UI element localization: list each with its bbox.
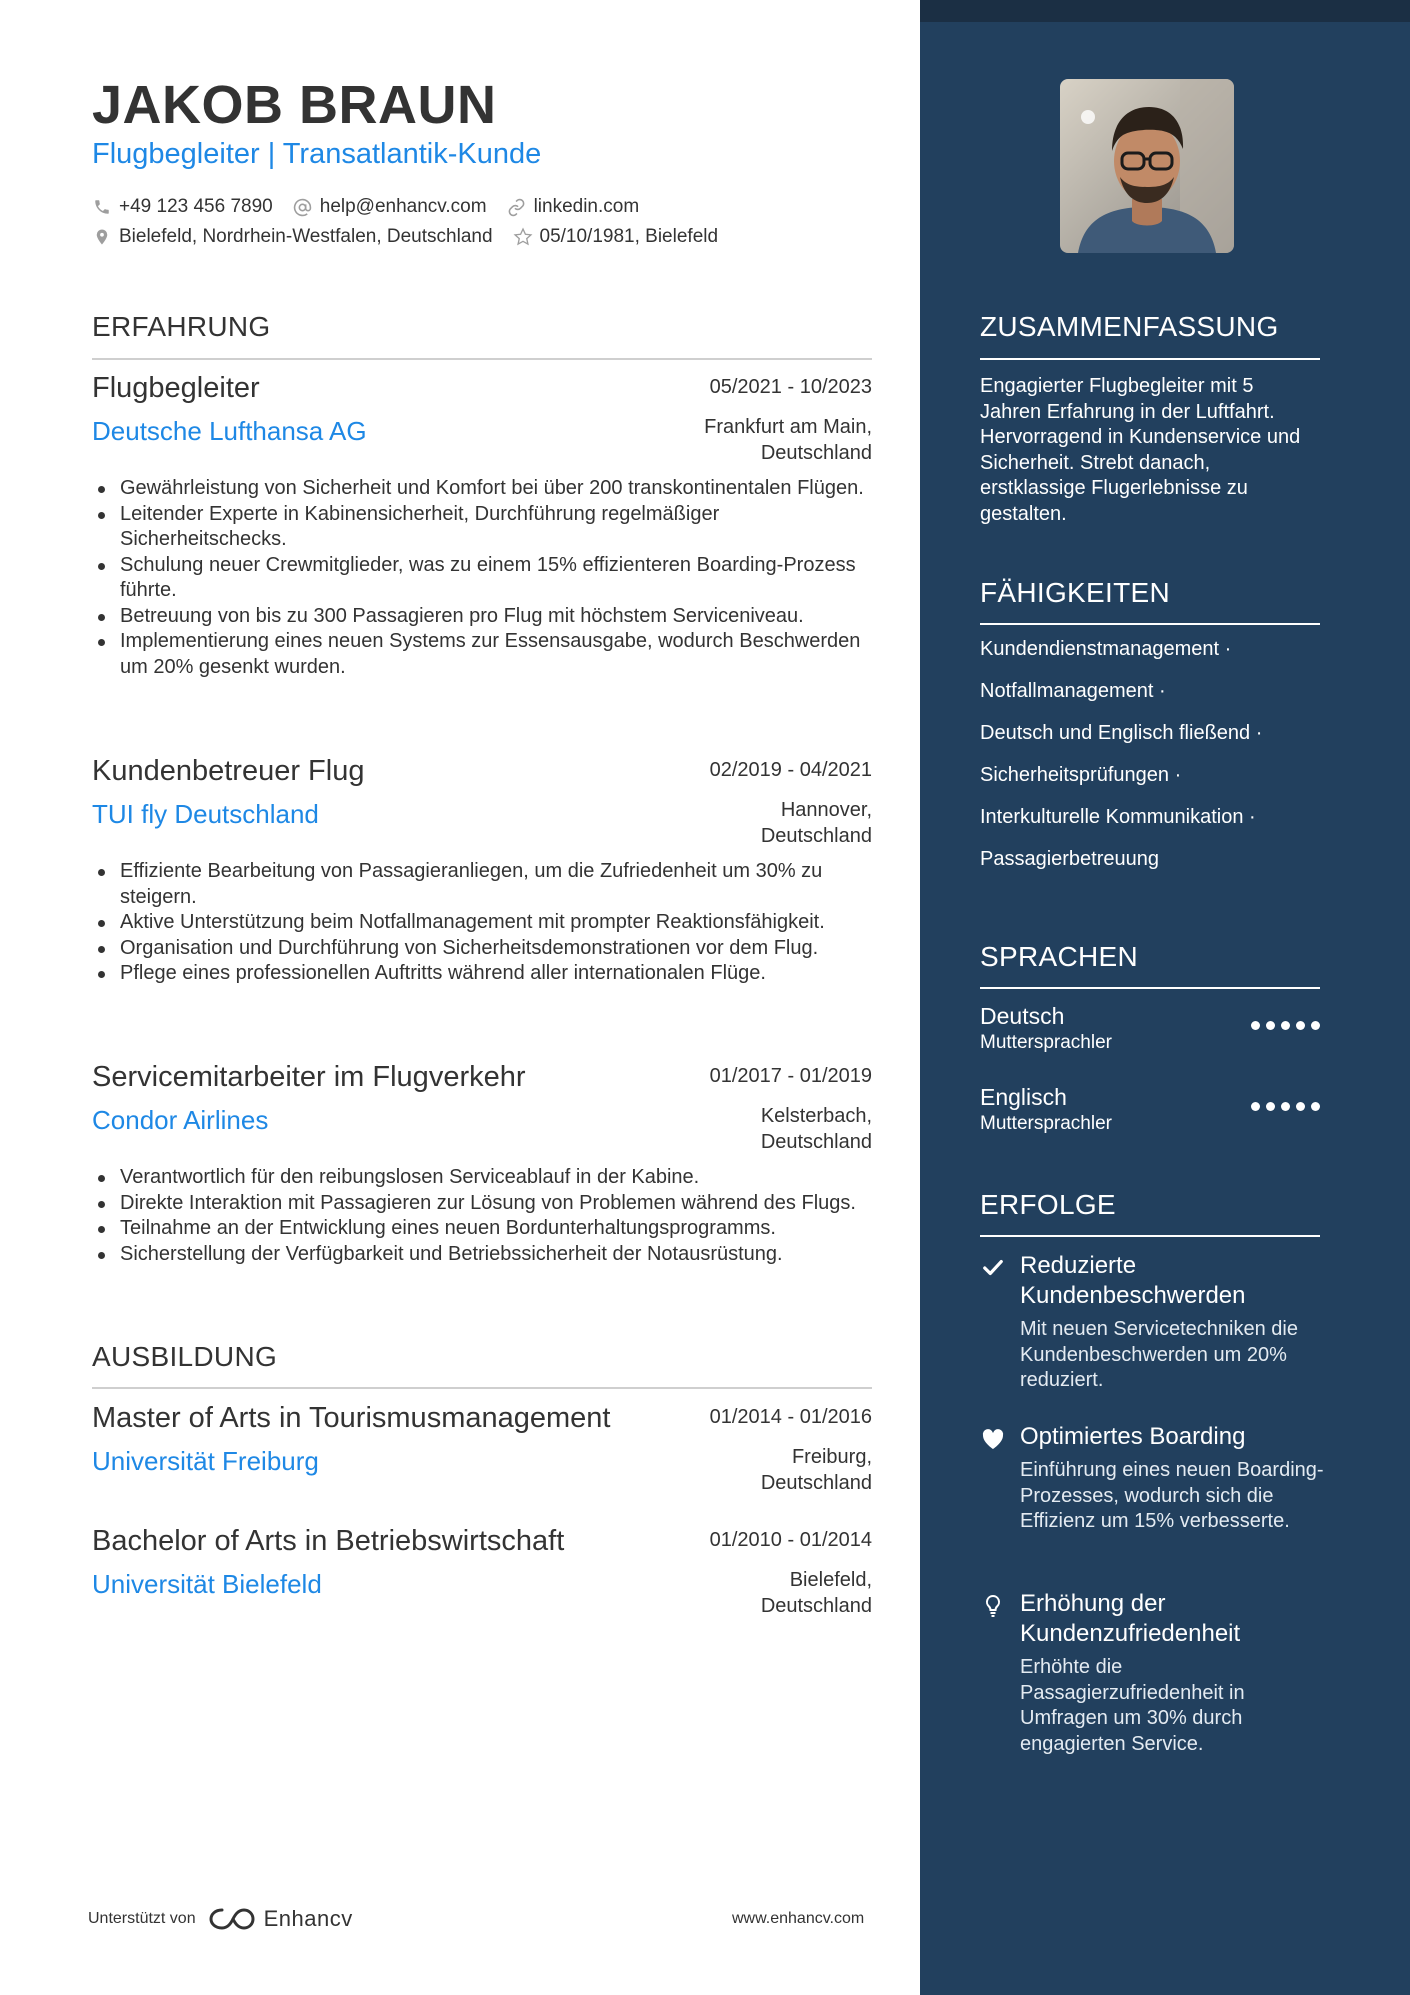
contact-birth: [513, 226, 719, 248]
bullet-item: Gewährleistung von Sicherheit und Komfort bei über 200 transkontinentalen Flügen.: [92, 476, 872, 502]
enhancv-logo-icon: [208, 1906, 256, 1932]
skill-item: Notfallmanagement ·: [980, 680, 1166, 702]
job-location: [761, 1103, 872, 1155]
achievement-title: Reduzierte Kundenbeschwerden: [1020, 1252, 1246, 1309]
job-date: 05/2021 - 10/2023: [709, 376, 872, 398]
bullet-item: Organisation und Durchführung von Sicherheitsdemonstrationen vor dem Flug.: [92, 936, 872, 962]
achievement-desc: Mit neuen Servicetechniken die Kundenbeschwerden um 20% reduziert.: [1020, 1318, 1298, 1391]
enhancv-brand-text: Enhancv: [263, 1906, 353, 1931]
achievement-item: [980, 1589, 1330, 1757]
job-location-line: Deutschland: [760, 825, 872, 847]
location-pin-icon: [92, 227, 112, 247]
school-location-line: Deutschland: [760, 1595, 872, 1617]
achievement-title: Optimiertes Boarding: [1020, 1423, 1246, 1450]
at-icon: [293, 197, 313, 217]
achievement-item: [980, 1251, 1330, 1394]
summary-divider: [980, 358, 1320, 360]
contact-phone[interactable]: [92, 196, 273, 218]
language-level: Muttersprachler: [980, 1032, 1112, 1053]
profile-photo: [1060, 79, 1234, 253]
language-name: Deutsch: [980, 1003, 1065, 1029]
job-location: [761, 797, 872, 849]
languages-divider: [980, 987, 1320, 989]
phone-text: +49 123 456 7890: [119, 196, 273, 217]
link-text: linkedin.com: [533, 196, 640, 217]
job-title: Servicemitarbeiter im Flugverkehr: [92, 1061, 526, 1093]
candidate-headline: Flugbegleiter | Transatlantik-Kunde: [92, 138, 542, 170]
experience-divider: [92, 358, 872, 360]
experience-item: [92, 372, 872, 680]
school-location-line: Bielefeld,: [789, 1569, 872, 1591]
skills-section-title: FÄHIGKEITEN: [980, 577, 1170, 608]
language-item: [980, 1003, 1320, 1063]
job-location-line: Deutschland: [760, 1131, 872, 1153]
education-item: [92, 1525, 872, 1623]
sidebar-top-bar: [920, 0, 1410, 22]
rating-dot: [1281, 1102, 1290, 1111]
degree-title: Master of Arts in Tourismusmanagement: [92, 1402, 611, 1434]
education-divider: [92, 1387, 872, 1389]
email-text: help@enhancv.com: [319, 196, 487, 217]
job-title: Flugbegleiter: [92, 372, 260, 404]
candidate-name: JAKOB BRAUN: [92, 75, 497, 135]
bullet-item: Verantwortlich für den reibungslosen Serviceablauf in der Kabine.: [92, 1165, 872, 1191]
job-location: [704, 414, 872, 466]
rating-dot: [1311, 1102, 1320, 1111]
job-company[interactable]: Condor Airlines: [92, 1105, 269, 1135]
powered-by-text: Unterstützt von: [88, 1910, 196, 1927]
contact-info: [92, 192, 882, 252]
heart-icon: [980, 1426, 1006, 1452]
job-bullets: [92, 859, 872, 987]
school-location-line: Freiburg,: [791, 1446, 872, 1468]
rating-dot: [1251, 1102, 1260, 1111]
job-location-line: Frankfurt am Main,: [704, 416, 872, 438]
achievements-section-title: ERFOLGE: [980, 1189, 1116, 1220]
achievements-divider: [980, 1235, 1320, 1237]
school-location-line: Deutschland: [760, 1472, 872, 1494]
bullet-item: Teilnahme an der Entwicklung eines neuen Bordunterhaltungsprogramms.: [92, 1216, 872, 1242]
rating-dot: [1311, 1021, 1320, 1030]
language-rating: [1251, 1102, 1320, 1111]
school-location: [761, 1444, 872, 1496]
rating-dot: [1266, 1102, 1275, 1111]
education-date: 01/2010 - 01/2014: [709, 1529, 872, 1551]
bullet-item: Leitender Experte in Kabinensicherheit, Durchführung regelmäßiger Sicherheitschecks.: [92, 502, 872, 553]
footer-branding: [88, 1906, 353, 1932]
skill-item: Kundendienstmanagement ·: [980, 638, 1232, 660]
language-item: [980, 1084, 1320, 1144]
contact-link[interactable]: [507, 196, 640, 218]
job-date: 02/2019 - 04/2021: [709, 759, 872, 781]
skill-item: Interkulturelle Kommunikation ·: [980, 806, 1256, 828]
language-rating: [1251, 1021, 1320, 1030]
rating-dot: [1281, 1021, 1290, 1030]
bullet-item: Direkte Interaktion mit Passagieren zur Lösung von Problemen während des Flugs.: [92, 1191, 872, 1217]
achievement-item: [980, 1422, 1330, 1535]
bullet-item: Effiziente Bearbeitung von Passagieranliegen, um die Zufriedenheit um 30% zu steigern.: [92, 859, 872, 910]
job-location-line: Deutschland: [760, 442, 872, 464]
achievement-title: Erhöhung der Kundenzufriedenheit: [1020, 1590, 1241, 1647]
language-level: Muttersprachler: [980, 1113, 1112, 1134]
rating-dot: [1251, 1021, 1260, 1030]
school-location: [761, 1567, 872, 1619]
check-icon: [980, 1255, 1006, 1281]
job-bullets: [92, 1165, 872, 1267]
bullet-item: Implementierung eines neuen Systems zur Essensausgabe, wodurch Beschwerden um 20% gesenkt wurden.: [92, 629, 872, 680]
education-section-title: AUSBILDUNG: [92, 1341, 278, 1372]
phone-icon: [92, 197, 112, 217]
rating-dot: [1266, 1021, 1275, 1030]
job-title: Kundenbetreuer Flug: [92, 755, 365, 787]
location-text: Bielefeld, Nordrhein-Westfalen, Deutschland: [119, 226, 493, 247]
experience-item: [92, 755, 872, 987]
enhancv-logo[interactable]: [208, 1906, 353, 1932]
education-item: [92, 1402, 872, 1500]
link-icon: [507, 197, 527, 217]
languages-section-title: SPRACHEN: [980, 941, 1138, 972]
language-name: Englisch: [980, 1084, 1067, 1110]
achievement-desc: Erhöhte die Passagierzufriedenheit in Umfragen um 30% durch engagierten Service.: [1020, 1656, 1245, 1755]
job-bullets: [92, 476, 872, 680]
bullet-item: Schulung neuer Crewmitglieder, was zu einem 15% effizienteren Boarding-Prozess führte.: [92, 553, 872, 604]
job-location-line: Kelsterbach,: [760, 1105, 872, 1127]
lightbulb-icon: [980, 1593, 1006, 1619]
contact-location: [92, 226, 493, 248]
job-company[interactable]: TUI fly Deutschland: [92, 799, 319, 829]
skills-divider: [980, 623, 1320, 625]
rating-dot: [1296, 1102, 1305, 1111]
school-name[interactable]: Universität Freiburg: [92, 1446, 319, 1476]
rating-dot: [1296, 1021, 1305, 1030]
summary-section-title: ZUSAMMENFASSUNG: [980, 311, 1279, 342]
bullet-item: Betreuung von bis zu 300 Passagieren pro Flug mit höchstem Serviceniveau.: [92, 604, 872, 630]
bullet-item: Sicherstellung der Verfügbarkeit und Betriebssicherheit der Notausrüstung.: [92, 1242, 872, 1268]
job-company[interactable]: Deutsche Lufthansa AG: [92, 416, 367, 446]
skill-item: Sicherheitsprüfungen ·: [980, 764, 1182, 786]
education-date: 01/2014 - 01/2016: [709, 1406, 872, 1428]
achievement-desc: Einführung eines neuen Boarding-Prozesses, wodurch sich die Effizienz um 15% verbesserte.: [1020, 1459, 1324, 1532]
footer-url[interactable]: www.enhancv.com: [732, 1910, 865, 1927]
skill-item: Passagierbetreuung: [980, 848, 1160, 870]
job-location-line: Hannover,: [780, 799, 872, 821]
school-name[interactable]: Universität Bielefeld: [92, 1569, 322, 1599]
experience-item: [92, 1061, 872, 1267]
bullet-item: Pflege eines professionellen Auftritts während aller internationalen Flüge.: [92, 961, 872, 987]
degree-title: Bachelor of Arts in Betriebswirtschaft: [92, 1525, 565, 1557]
bullet-item: Aktive Unterstützung beim Notfallmanagement mit prompter Reaktionsfähigkeit.: [92, 910, 872, 936]
sidebar: [920, 0, 1410, 1995]
job-date: 01/2017 - 01/2019: [709, 1065, 872, 1087]
summary-text: Engagierter Flugbegleiter mit 5 Jahren Erfahrung in der Luftfahrt. Hervorragend in Kundenservice und Sicherheit. Strebt danach, erstklassige Flugerlebnisse zu gestalten.: [980, 375, 1301, 525]
skill-item: Deutsch und Englisch fließend ·: [980, 722, 1263, 744]
skills-list: [980, 638, 1320, 890]
contact-email[interactable]: [293, 196, 487, 218]
experience-section-title: ERFAHRUNG: [92, 311, 271, 342]
star-icon: [513, 227, 533, 247]
birth-text: 05/10/1981, Bielefeld: [539, 226, 719, 247]
